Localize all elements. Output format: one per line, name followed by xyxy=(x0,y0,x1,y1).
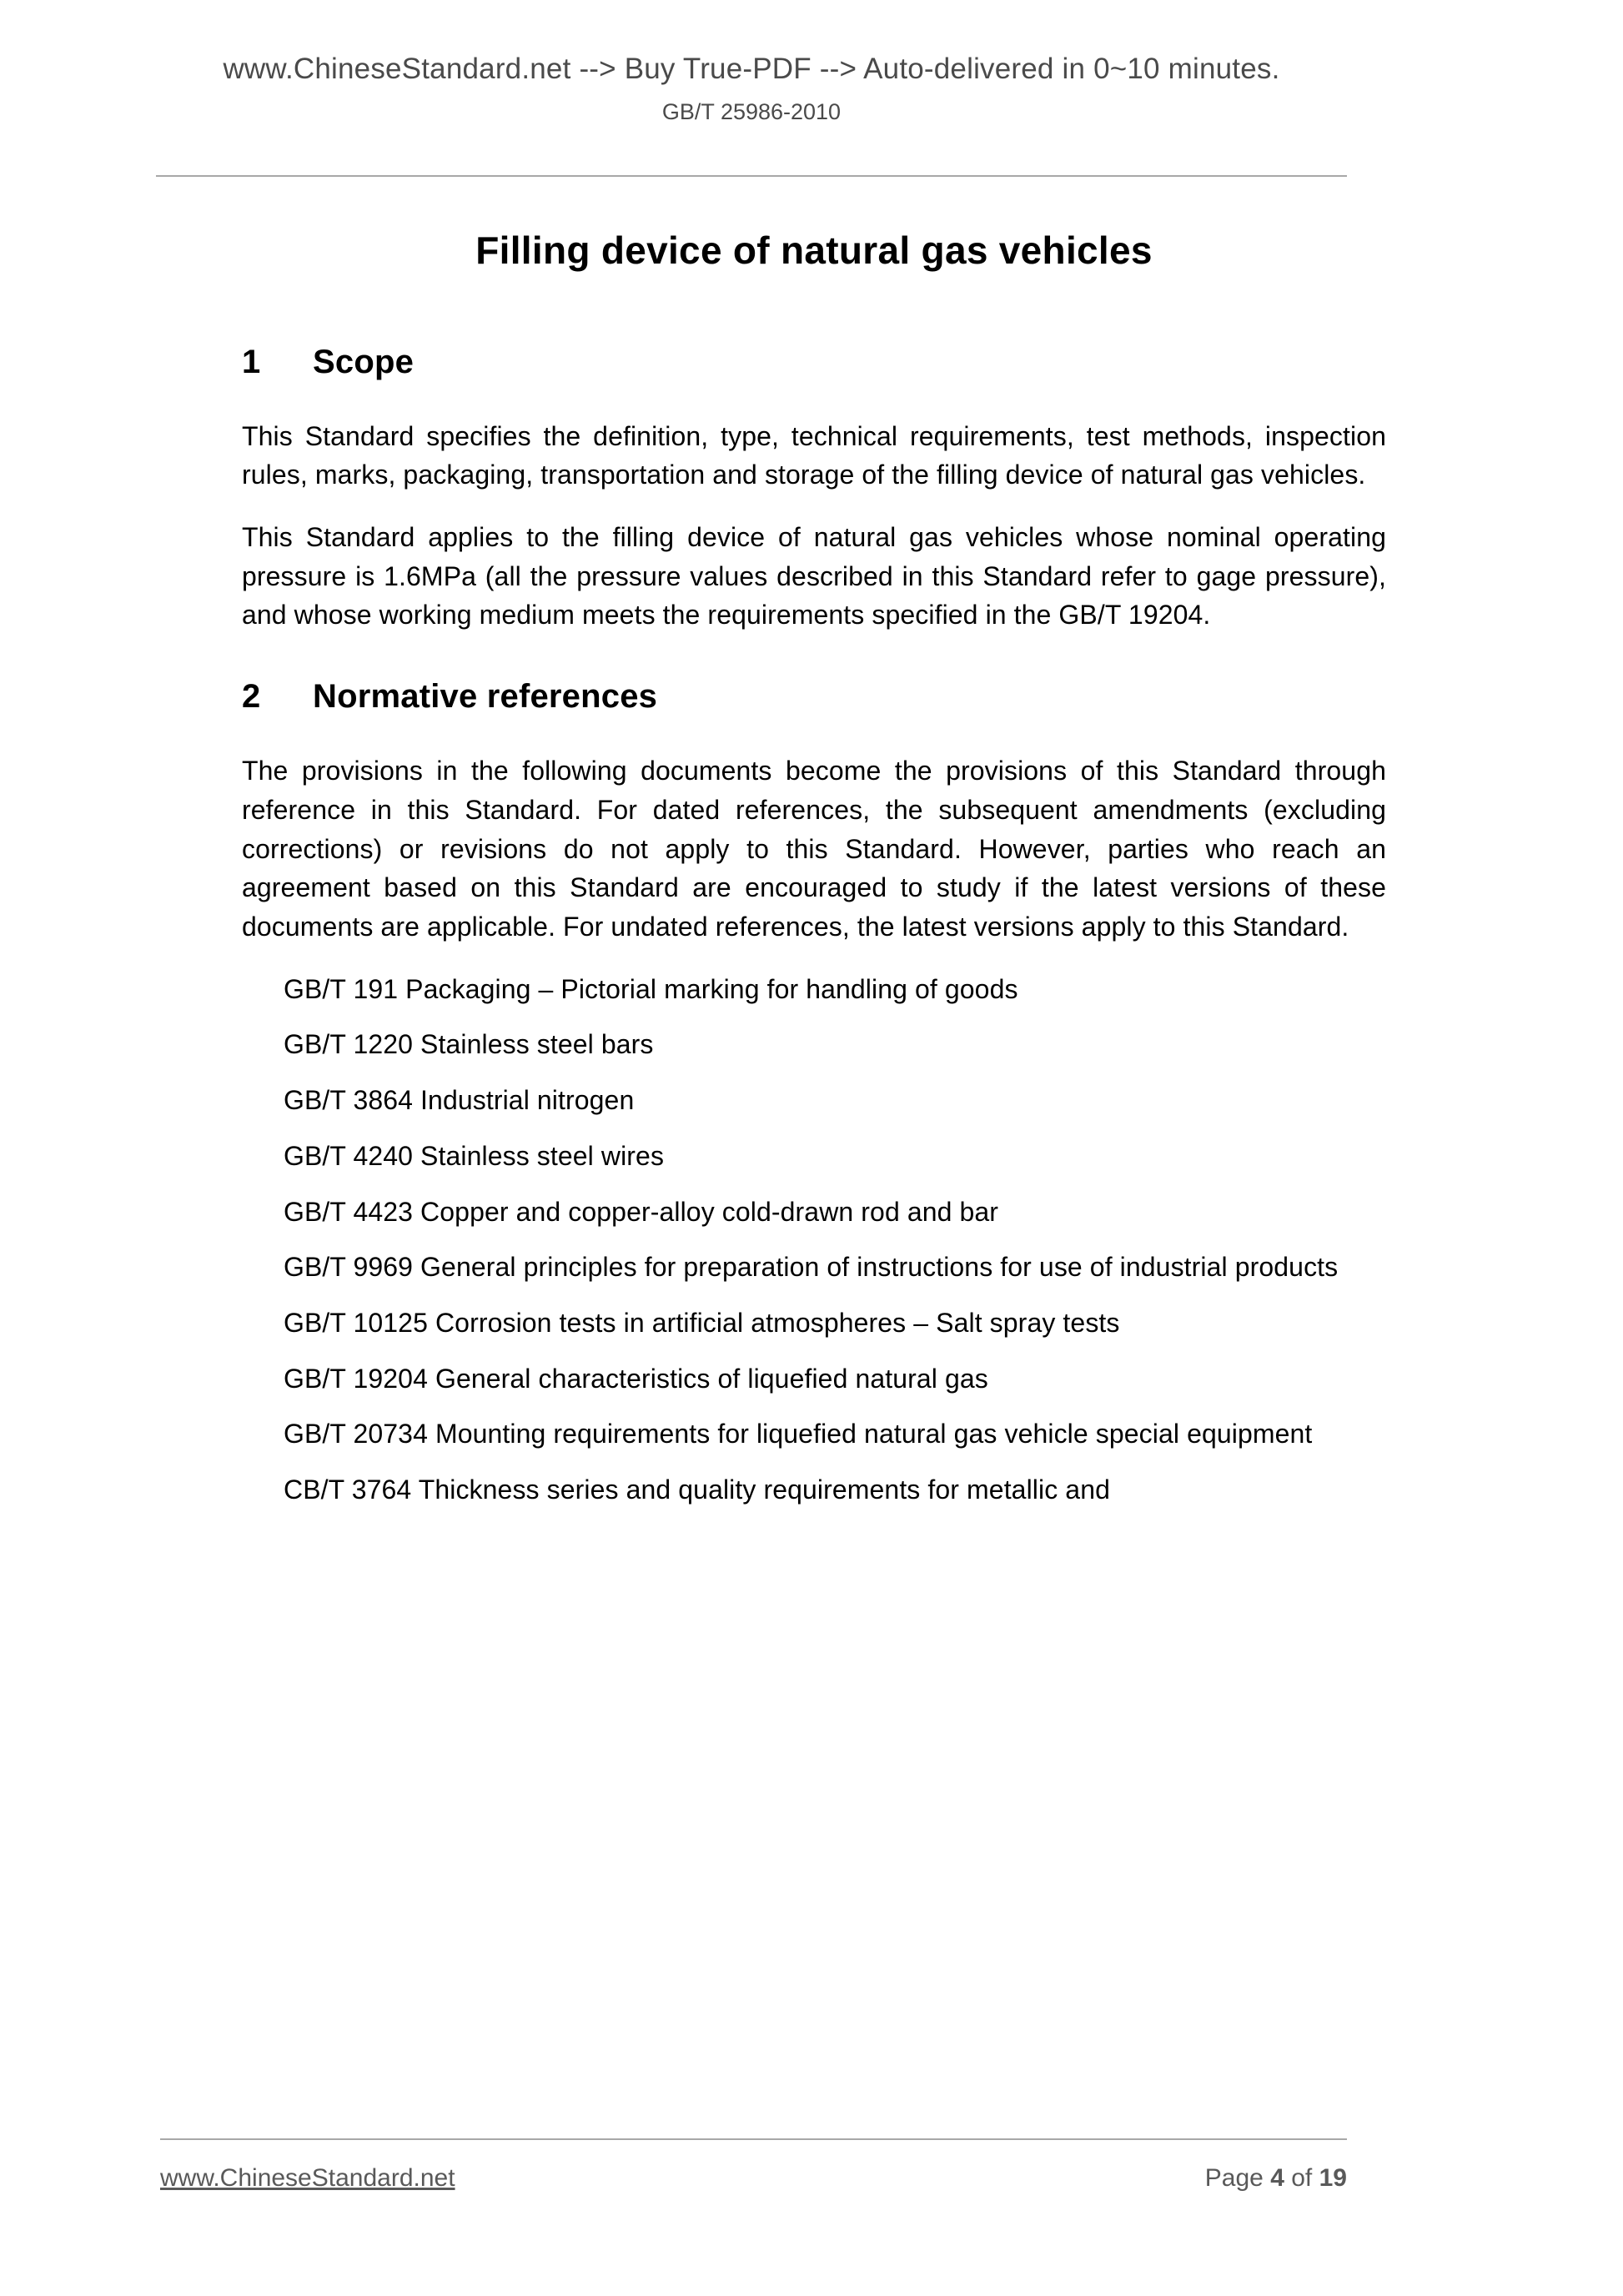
reference-item: GB/T 10125 Corrosion tests in artificial atmospheres – Salt spray tests xyxy=(284,1308,1120,1338)
current-page-number: 4 xyxy=(1270,2164,1284,2192)
total-page-count: 19 xyxy=(1319,2164,1347,2192)
reference-item: GB/T 3864 Industrial nitrogen xyxy=(284,1085,635,1116)
of-label: of xyxy=(1291,2164,1313,2192)
reference-item: GB/T 20734 Mounting requirements for liquefied natural gas vehicle special equipment xyxy=(284,1419,1313,1449)
reference-item: GB/T 4240 Stainless steel wires xyxy=(284,1140,665,1171)
section-number-normative-references: 2 xyxy=(242,678,261,716)
page-footer xyxy=(160,2164,1347,2193)
standard-code-text: GB/T 25986-2010 xyxy=(661,99,842,124)
section-title-normative-references: Normative references xyxy=(313,678,658,716)
header-divider xyxy=(156,175,1347,177)
section-title-scope: Scope xyxy=(313,343,415,380)
page-label: Page xyxy=(1204,2164,1264,2192)
footer-site-link[interactable]: www.ChineseStandard.net xyxy=(160,2164,455,2192)
reference-item: GB/T 19204 General characteristics of liquefied natural gas xyxy=(284,1363,988,1394)
section-heading-normative-references xyxy=(242,675,1386,718)
section-number-scope: 1 xyxy=(242,343,261,380)
scope-paragraph-2: This Standard applies to the filling device of natural gas vehicles whose nominal operating pressure is 1.6MPa (all the pressure values described in this Standard refer to gage pressure), and whose working medium meets the requirements specified in the GB/T 19204. xyxy=(242,521,1386,631)
reference-item: GB/T 4423 Copper and copper-alloy cold-drawn rod and bar xyxy=(284,1196,999,1227)
page-number-indicator xyxy=(1205,2164,1347,2193)
reference-item: GB/T 191 Packaging – Pictorial marking for handling of goods xyxy=(284,973,1018,1004)
page-header xyxy=(156,52,1347,125)
document-content xyxy=(242,215,1386,1510)
reference-item: GB/T 1220 Stainless steel bars xyxy=(284,1029,654,1060)
section-heading-scope xyxy=(242,340,1386,384)
reference-item: GB/T 9969 General principles for preparation of instructions for use of industrial products xyxy=(284,1252,1339,1283)
normative-references-paragraph-1: The provisions in the following documents become the provisions of this Standard through reference in this Standard. For dated references, the subsequent amendments (excluding corrections) or revisions do not apply to this Standard. However, parties who reach an agreement based on this Standard are encouraged to study if the latest versions of these documents are applicable. For undated references, the latest versions apply to this Standard. xyxy=(242,756,1386,942)
reference-item: CB/T 3764 Thickness series and quality requirements for metallic and xyxy=(284,1475,1110,1505)
scope-paragraph-1: This Standard specifies the definition, type, technical requirements, test methods, inspection rules, marks, packaging, transportation and storage of the filling device of natural gas vehicles. xyxy=(242,420,1386,490)
footer-divider xyxy=(160,2138,1347,2140)
promo-banner-text: www.ChineseStandard.net --> Buy True-PDF --> Auto-delivered in 0~10 minutes. xyxy=(223,53,1280,85)
page-title: Filling device of natural gas vehicles xyxy=(475,229,1153,272)
